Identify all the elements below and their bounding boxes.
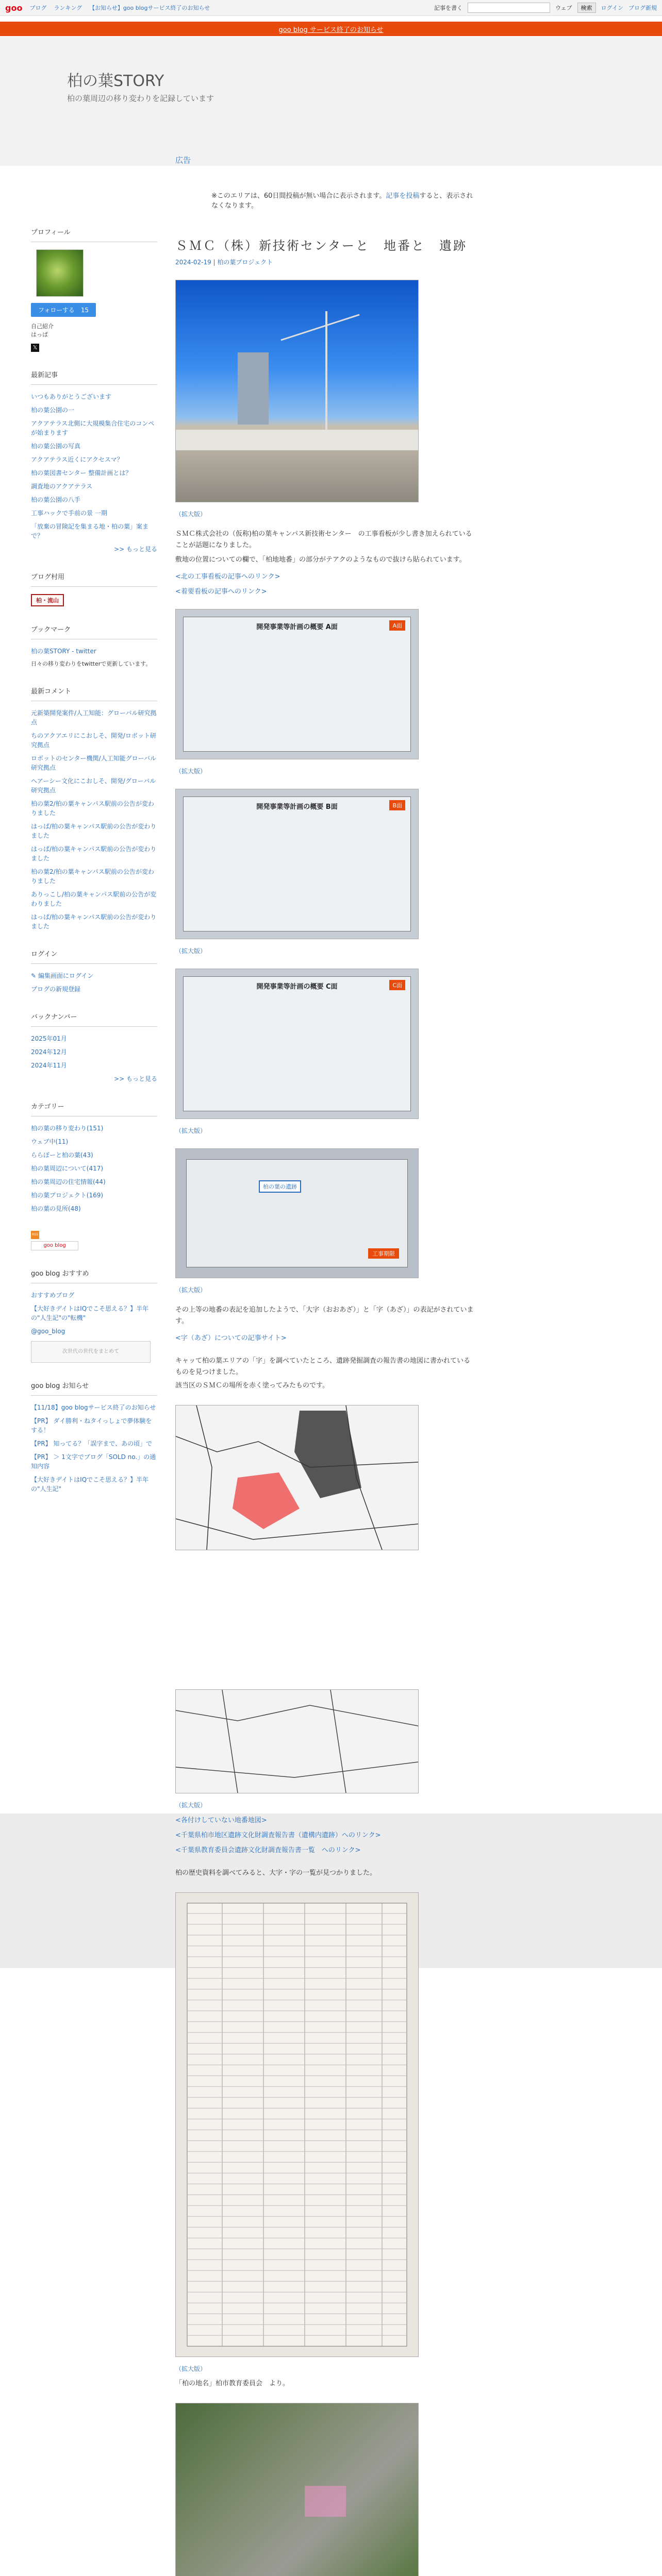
sign-b-board xyxy=(183,796,411,931)
sign-d-label-1: 柏の葉の遺跡 xyxy=(259,1180,301,1193)
construction-photo[interactable] xyxy=(175,280,419,502)
chiba-report-list-link[interactable]: <千葉県教育委員会遺跡文化財調査報告書一覧 へのリンク> xyxy=(175,1846,361,1854)
write-article-link[interactable]: 記事を書く xyxy=(434,5,462,11)
body-paragraph-1: ＳＭＣ株式会社の（仮称)柏の葉キャンパス新技術センター の工事看板が少し書き加えられていることが話題になりました。 xyxy=(175,530,472,549)
category-item[interactable]: ウェブ中(11) xyxy=(31,1138,69,1145)
follow-count: 15 xyxy=(80,307,89,314)
top-link-blog[interactable]: ブログ xyxy=(29,5,47,11)
comment-item[interactable]: 柏の葉2/柏の葉キャンパス駅前の公告が変わりました xyxy=(31,868,154,885)
district-map[interactable] xyxy=(175,1405,419,1550)
comment-item[interactable]: ありっこし/柏の葉キャンパス駅前の公告が変わりました xyxy=(31,891,157,907)
profile-intro[interactable]: 自己紹介 xyxy=(31,323,54,330)
map-lower-road-1 xyxy=(176,1705,418,1726)
goo-blog-badge[interactable]: goo blog xyxy=(31,1241,78,1250)
edit-login-link[interactable] xyxy=(31,971,157,980)
info-item[interactable]: 【大好きデイトはIQでこそ思える？】半年の"人生記" xyxy=(31,1476,149,1493)
web-search-input[interactable] xyxy=(468,3,550,13)
post-title[interactable]: ＳＭＣ（株）新技術センターと 地番と 遺跡 xyxy=(175,239,468,253)
top-right xyxy=(434,3,657,13)
info-item[interactable]: 【11/18】goo blogサービス終了のお知らせ xyxy=(31,1404,156,1411)
map-lower-road-2 xyxy=(222,1690,238,1793)
category-item[interactable]: 柏の葉周辺について(417) xyxy=(31,1165,104,1172)
ranking-title: ブログ村用 xyxy=(31,571,157,587)
district-map-lower[interactable] xyxy=(175,1689,419,1793)
comment-item[interactable]: ヘアーシー文化にこおしそ、開発/グローバル研究拠点 xyxy=(31,777,156,794)
sign-photo-c[interactable] xyxy=(175,969,419,1119)
fence xyxy=(176,430,418,450)
comment-item[interactable]: はっぱ/柏の葉キャンパス駅前の公告が変わりました xyxy=(31,823,157,839)
login-link[interactable]: ログイン xyxy=(601,5,623,11)
backnumber-item[interactable]: 2024年12月 xyxy=(31,1048,67,1056)
photo-enlarge-link[interactable]: （拡大版） xyxy=(175,511,207,518)
web-search-scope[interactable]: ウェブ xyxy=(555,5,572,11)
comment-item[interactable]: 元新築開発案件/人工知能：グローバル研究拠点 xyxy=(31,709,157,726)
profile-title: プロフィール xyxy=(31,227,157,242)
category-section xyxy=(31,1101,157,1213)
sign-c-board xyxy=(183,976,411,1111)
sign-c-title: 開発事業等計画の概要 C面 xyxy=(256,983,338,991)
badges xyxy=(31,1231,157,1250)
x-share-icon[interactable]: 𝕏 xyxy=(31,344,39,352)
follow-row xyxy=(31,303,157,317)
top-link-notice[interactable]: 【お知らせ】goo blogサービス終了のお知らせ xyxy=(89,5,210,11)
recent-more-link[interactable]: >> もっと見る xyxy=(114,546,157,553)
sign-photo-a[interactable] xyxy=(175,609,419,759)
info-item[interactable]: 【PR】 ＞ 1文字でブログ「SOLD no.」の通知内容 xyxy=(31,1453,156,1470)
aza-article-link[interactable]: <字（あざ）についての記事サイト> xyxy=(175,1334,287,1342)
sign-b-enlarge-link[interactable]: （拡大版） xyxy=(175,947,207,955)
edit-login-label: 編集画面にログイン xyxy=(38,972,94,979)
uncolored-map-link[interactable]: <各付けしていない地番地図> xyxy=(175,1817,267,1824)
category-item[interactable]: 柏の葉周辺の住宅情報(44) xyxy=(31,1178,106,1185)
category-title: カテゴリー xyxy=(31,1101,157,1116)
map-road-4 xyxy=(176,1519,418,1539)
district-map-lower-svg xyxy=(176,1690,418,1793)
recommend-section xyxy=(31,1268,157,1363)
blog-signup-link[interactable]: ブログの新規登録 xyxy=(31,986,81,993)
sign-d-board xyxy=(186,1159,408,1267)
recent-section xyxy=(31,369,157,554)
crane-jib xyxy=(280,314,359,341)
recent-item[interactable]: 柏の葉公園の写真 xyxy=(31,443,81,450)
blog-description: 柏の葉周辺の移り変わりを記録しています xyxy=(67,94,214,103)
edit-icon: ✎ xyxy=(31,972,38,979)
notice-prefix: ※このエリアは、60日間投稿が無い場合に表示されます。 xyxy=(211,192,386,200)
recommend-image[interactable]: 次世代の世代をまとめて xyxy=(31,1341,151,1363)
category-item[interactable]: 柏の葉プロジェクト(169) xyxy=(31,1192,104,1199)
band-spacer xyxy=(175,1550,474,1689)
tower-building xyxy=(238,352,269,425)
category-item[interactable]: ららぽーと柏の葉(43) xyxy=(31,1151,93,1159)
sign-d-label-2: 工事期限 xyxy=(368,1248,399,1259)
sign-a-board xyxy=(183,617,411,752)
bookmark-section xyxy=(31,624,157,668)
comment-item[interactable]: はっぱ/柏の葉キャンパス駅前の公告が変わりました xyxy=(31,913,157,930)
info-item[interactable]: 【PR】 ダイ勝利・ねタイっしょで夢体験をする！ xyxy=(31,1417,152,1434)
map-lower-road-4 xyxy=(176,1762,418,1777)
recent-item[interactable]: 柏の葉公園の八手 xyxy=(31,496,81,503)
signup-link[interactable]: ブログ新規 xyxy=(628,5,657,11)
info-section xyxy=(31,1380,157,1494)
profile-avatar[interactable] xyxy=(36,249,84,297)
sign-photo-b[interactable] xyxy=(175,789,419,939)
blog-title[interactable]: 柏の葉STORY xyxy=(67,72,164,90)
category-item[interactable]: 柏の葉の移り変わり(151) xyxy=(31,1125,104,1132)
sign-d-enlarge-link[interactable]: （拡大版） xyxy=(175,1286,207,1294)
district-map-svg xyxy=(176,1405,418,1550)
post-meta[interactable]: 2024-02-19 | 柏の葉プロジェクト xyxy=(175,259,273,266)
aerial-photo[interactable] xyxy=(175,2403,419,2576)
announcement-link[interactable]: goo blog サービス終了のお知らせ xyxy=(278,26,384,34)
comment-item[interactable]: ちのアクアエリにこおしそ、開発/ロボット研究拠点 xyxy=(31,732,156,749)
comment-item[interactable]: はっぱ/柏の葉キャンパス駅前の公告が変わりました xyxy=(31,845,157,862)
login-section xyxy=(31,948,157,994)
ad-label: 広告 xyxy=(175,156,191,165)
north-sign-article-link[interactable]: <北の工事看板の記事へのリンク> xyxy=(175,573,280,581)
recent-item[interactable]: 柏の葉図書センター 整備計画とは？ xyxy=(31,469,132,477)
recent-item[interactable]: アクアテラス近くにアクセスマ？ xyxy=(31,456,123,463)
profile-section xyxy=(31,227,157,352)
ranking-section xyxy=(31,571,157,606)
recommend-item[interactable]: おすすめブログ xyxy=(31,1292,75,1299)
follow-label: フォローする xyxy=(38,307,75,314)
sign-c-badge: C面 xyxy=(389,980,405,990)
comments-section xyxy=(31,686,157,931)
recent-item[interactable]: 工事ハックで手前の景 一期 xyxy=(31,510,107,517)
backnumber-item[interactable]: 2025年01月 xyxy=(31,1035,67,1042)
body-paragraph-2: 敷地の位置についての欄で、「柏地地番」の部分がテアクのようなもので抜けら貼られています。 xyxy=(175,556,466,564)
map-smc-area xyxy=(233,1472,300,1529)
goo-topbar xyxy=(0,0,662,16)
sign-c-enlarge-link[interactable]: （拡大版） xyxy=(175,1127,207,1134)
sign-a-enlarge-link[interactable]: （拡大版） xyxy=(175,768,207,775)
map-lower-road-3 xyxy=(330,1690,346,1793)
body-paragraph-7: 「柏の地名」柏市教育委員会 より。 xyxy=(175,2380,290,2387)
goo-logo[interactable]: goo xyxy=(5,3,23,13)
backnumber-section xyxy=(31,1011,157,1083)
category-item[interactable]: 柏の葉の見所(48) xyxy=(31,1205,81,1212)
recent-item[interactable]: 「放棄の冒険記を集まる地・柏の葉」案まで？ xyxy=(31,523,149,539)
inactive-notice xyxy=(175,190,474,210)
sign-a-title: 開発事業等計画の概要 A面 xyxy=(256,623,338,631)
table-enlarge-link[interactable]: （拡大版） xyxy=(175,2365,207,2372)
backnumber-title: バックナンバー xyxy=(31,1011,157,1027)
top-link-ranking[interactable]: ランキング xyxy=(54,5,82,11)
body-paragraph-3: その上等の地番の表記を追加したようで、「大字（おおあざ）」と「字（あざ）」の表記がされています。 xyxy=(175,1306,474,1325)
main-content xyxy=(175,155,474,2576)
recent-item[interactable]: 柏の葉公園の一 xyxy=(31,406,75,414)
notice-suffix: すると、表示されなくなります。 xyxy=(211,192,473,210)
sign-photo-d[interactable] xyxy=(175,1148,419,1278)
sign-b-badge: B面 xyxy=(389,800,405,810)
bookmark-title: ブックマーク xyxy=(31,624,157,639)
announcement-bar[interactable] xyxy=(0,22,662,36)
recommend-title: goo blog おすすめ xyxy=(31,1268,157,1283)
info-item[interactable]: 【PR】 知ってる？「誤字まで、あの頃」で xyxy=(31,1440,153,1447)
map-dark-area xyxy=(294,1411,361,1498)
recent-title: 最新記事 xyxy=(31,369,157,385)
place-name-table-photo[interactable] xyxy=(175,1892,419,2357)
recommend-item[interactable]: @goo_blog xyxy=(31,1328,65,1335)
badges-section xyxy=(31,1231,157,1250)
backnumber-more-link[interactable]: >> もっと見る xyxy=(114,1075,157,1082)
post-article-link[interactable]: 記事を投稿 xyxy=(386,192,420,200)
recent-item[interactable]: いつもありがとうございます xyxy=(31,393,112,400)
info-title: goo blog お知らせ xyxy=(31,1380,157,1396)
backnumber-item[interactable]: 2024年11月 xyxy=(31,1062,67,1069)
recommend-item[interactable]: 【大好きデイトはIQでこそ思える？】半年の"人生記"の"転機" xyxy=(31,1305,149,1321)
sign-b-title: 開発事業等計画の概要 B面 xyxy=(256,803,338,811)
sign-a-badge: A面 xyxy=(389,620,405,631)
follow-button[interactable] xyxy=(31,303,96,317)
search-button[interactable]: 検索 xyxy=(577,3,596,13)
bookmark-desc: 日々の移り変わりをtwitterで更新しています。 xyxy=(31,660,152,667)
sidebar xyxy=(31,227,157,1511)
bookmark-link[interactable]: 柏の葉STORY - twitter xyxy=(31,648,96,655)
ranking-badge[interactable]: 柏・流山 xyxy=(31,594,64,606)
comment-item[interactable]: ロボットのセンター機関/人工知能グローバル研究拠点 xyxy=(31,755,156,771)
place-name-table-svg xyxy=(176,1893,418,2357)
recent-item[interactable]: 調査地のアクアテラス xyxy=(31,483,93,490)
table-page xyxy=(187,1903,407,2346)
body-paragraph-5: 該当区のＳＭＣの場所を赤く塗ってみたものです。 xyxy=(175,1382,329,1389)
comment-item[interactable]: 柏の葉2/柏の葉キャンパス駅前の公告が変わりました xyxy=(31,800,154,817)
aerial-pink-zone xyxy=(305,2486,346,2517)
recent-item[interactable]: アクアテラス北側に大規模集合住宅のコンペが始まります xyxy=(31,420,155,436)
body-paragraph-4: キャッて柏の葉エリアの「字」を調べていたところ、遺跡発掘調査の報告書の地図に書かれているものを見つけました。 xyxy=(175,1357,471,1376)
profile-handle: はっぱ xyxy=(31,331,48,338)
kashiwa-report-link[interactable]: <千葉県柏市地区遺跡文化財調査報告書（遺構内遺跡）へのリンク> xyxy=(175,1832,381,1839)
comments-title: 最新コメント xyxy=(31,686,157,701)
map-enlarge-link[interactable]: （拡大版） xyxy=(175,1802,207,1809)
summary-sign-article-link[interactable]: <着要看板の記事へのリンク> xyxy=(175,588,267,596)
login-title: ログイン xyxy=(31,948,157,964)
rss-badge[interactable]: RSS xyxy=(31,1231,39,1239)
blog-header xyxy=(0,37,662,166)
crane-mast xyxy=(325,311,327,430)
top-links xyxy=(29,4,210,12)
body-paragraph-6: 柏の歴史資料を調べてみると、大字・字の一覧が見つかりました。 xyxy=(175,1869,377,1877)
